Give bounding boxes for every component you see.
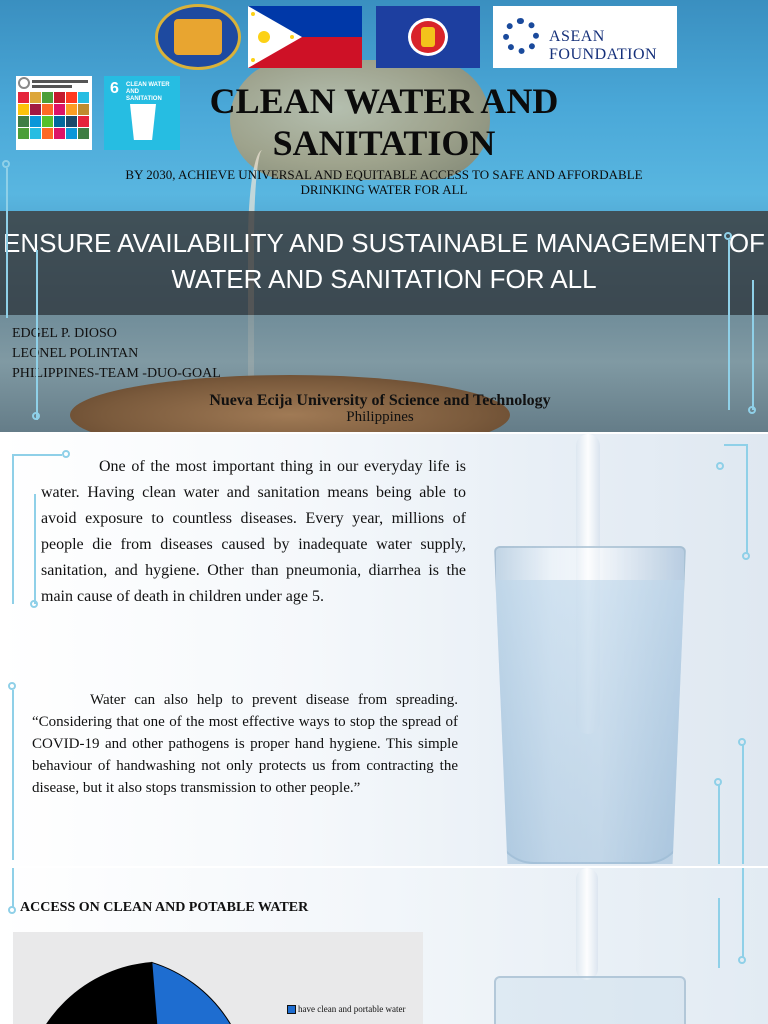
- circuit-line-decoration: [36, 250, 38, 420]
- circuit-line-decoration: [746, 444, 748, 554]
- circuit-node-icon: [714, 778, 722, 786]
- asean-foundation-logo: [493, 6, 677, 68]
- sdg6-label: CLEAN WATER AND SANITATION: [126, 82, 170, 102]
- sdg-grid-icon: [16, 76, 92, 150]
- sdg6-number: 6: [110, 80, 119, 97]
- circuit-line-decoration: [742, 868, 744, 958]
- asean-flag-icon: [376, 6, 480, 68]
- circuit-node-icon: [738, 956, 746, 964]
- circuit-node-icon: [62, 450, 70, 458]
- info-slide: [0, 434, 768, 866]
- school-name: Nueva Ecija University of Science and Technology: [209, 392, 551, 409]
- chart-title: ACCESS ON CLEAN AND POTABLE WATER: [20, 900, 309, 915]
- circuit-line-decoration: [6, 168, 8, 318]
- school-block: [180, 392, 580, 426]
- circuit-line-decoration: [12, 454, 14, 604]
- circuit-line-decoration: [718, 898, 720, 968]
- circuit-node-icon: [716, 462, 724, 470]
- school-country: Philippines: [346, 409, 414, 425]
- circuit-line-decoration: [12, 690, 14, 860]
- slide-subtitle: BY 2030, ACHIEVE UNIVERSAL AND EQUITABLE ACCESS TO SAFE AND AFFORDABLE DRINKING WATER FOR ALL: [125, 167, 643, 197]
- water-glass-image: [494, 976, 686, 1024]
- legend-swatch: [287, 1005, 296, 1014]
- title-slide: [0, 0, 768, 432]
- circuit-node-icon: [8, 682, 16, 690]
- circuit-node-icon: [30, 600, 38, 608]
- circuit-line-decoration: [12, 454, 62, 456]
- circuit-line-decoration: [718, 784, 720, 864]
- logo-row: [0, 2, 768, 68]
- team-name: PHILIPPINES-TEAM -DUO-GOAL: [12, 366, 221, 381]
- sdg-goals-logo: [16, 76, 92, 150]
- legend-label: have clean and portable water: [298, 1004, 406, 1014]
- pouring-water-image: [576, 868, 598, 980]
- circuit-line-decoration: [728, 240, 730, 410]
- circuit-node-icon: [742, 552, 750, 560]
- circuit-line-decoration: [12, 868, 14, 908]
- circuit-node-icon: [8, 906, 16, 914]
- water-glass-image: [494, 546, 686, 864]
- circuit-node-icon: [32, 412, 40, 420]
- paragraph-disease-prevention: Water can also help to prevent disease from spreading. “Considering that one of the most effective ways to stop the spread of COVID-19 and other pathogens is proper hand hygiene. This simple behaviour of handwashing not only protects us from contracting the disease, but it also stops transmission to other people.”: [32, 692, 458, 796]
- authors-block: [12, 324, 221, 384]
- author-name: EDGEL P. DIOSO: [12, 326, 117, 341]
- circuit-line-decoration: [742, 744, 744, 864]
- asean-foundation-text: ASEAN FOUNDATION: [549, 28, 658, 63]
- asean-foundation-mark-icon: [503, 18, 539, 54]
- university-seal-logo: [155, 4, 241, 70]
- slide-title: CLEAN WATER AND SANITATION: [209, 81, 559, 163]
- circuit-node-icon: [724, 232, 732, 240]
- chart-slide: [0, 868, 768, 1024]
- circuit-node-icon: [2, 160, 10, 168]
- chart-legend: [287, 1004, 405, 1014]
- author-name: LEONEL POLINTAN: [12, 346, 139, 361]
- circuit-line-decoration: [752, 280, 754, 410]
- philippines-flag-icon: [248, 6, 362, 68]
- paragraph-water-importance: One of the most important thing in our everyday life is water. Having clean water and sanitation means being able to avoid exposure to countless diseases. Every year, millions of people die from diseases caused by inadequate water supply, sanitation, and hygiene. Other than pneumonia, diarrhea is the main cause of death in children under age 5.: [41, 458, 466, 605]
- circuit-node-icon: [748, 406, 756, 414]
- pie-slice-no-access: [23, 962, 163, 1024]
- circuit-node-icon: [738, 738, 746, 746]
- goal-banner-text: ENSURE AVAILABILITY AND SUSTAINABLE MANAGEMENT OF WATER AND SANITATION FOR ALL: [3, 228, 765, 294]
- circuit-line-decoration: [724, 444, 746, 446]
- pie-chart: [13, 932, 423, 1024]
- circuit-line-decoration: [34, 494, 36, 604]
